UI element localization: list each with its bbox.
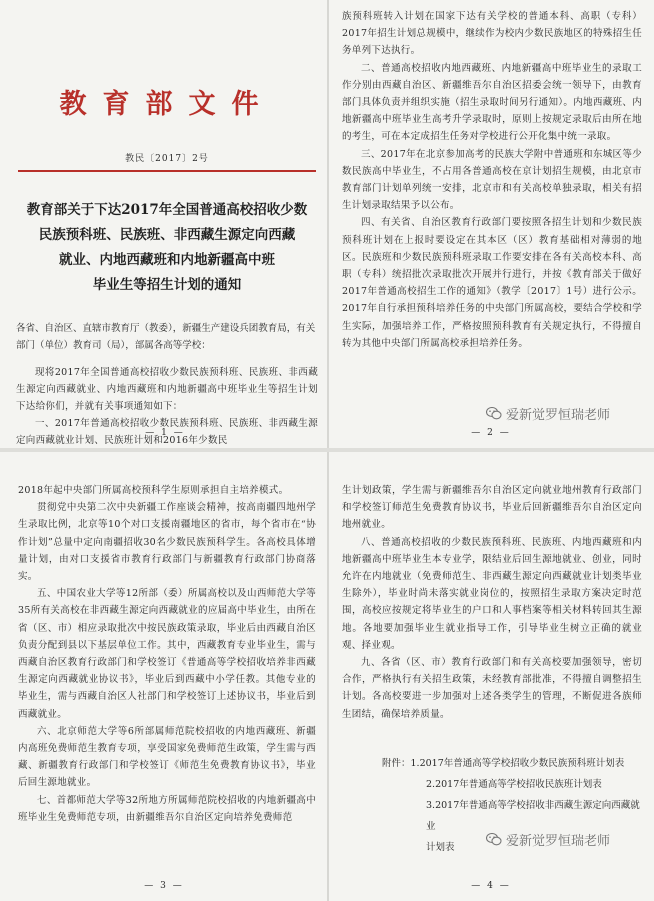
paragraph: 六、北京师范大学等6所部属师范院校招收的内地西藏班、新疆内高班免费师范生教育专项，享受国家免费师范生政策，学生需与西藏、新疆教育行政部门和学校签订《师范生免费教育协议书》，毕业后回生源地就业。 bbox=[18, 725, 316, 789]
attachment-item-continuation: 计划表 bbox=[426, 841, 455, 853]
title-line: 就业、内地西藏班和内地新疆高中班 bbox=[59, 252, 275, 268]
paragraph: 四、有关省、自治区教育行政部门要按照各招生计划和少数民族预科班计划在上报时要设定在其本区（区）教育基础相对薄弱的地区。民族班和少数民族预科班录取工作要安排在各有关高校本科、高职（专科）统招批次录取批次开展并行进行，并按《教育部关于做好2017年普通高校招生工作的通知》（教学〔2017〕1号）进行公示。2017年自行承担预科培养任务的中央部门所属高校，要结合学校和学生实际，加强培养工作，严格按照预科教育有关规定执行，不得擅自转为其他中央部门所属高校承担培养任务。 bbox=[342, 217, 642, 349]
document-number: 教民〔2017〕2号 bbox=[125, 154, 209, 164]
paragraph: 八、普通高校招收的少数民族预科班、民族班、内地西藏班和内地新疆高中班毕业生本专业学，限结业后回生源地就业、创业，同时允许在内地就业（免费师范生、非西藏生源定向西藏就业计划类毕业生除外），毕业时尚未落实就业岗位的，按照招生录取方案决定时范围，高校应按规定将毕业生的户口和人事档案等相关材料转回其生源地。各地要加强毕业生就业指导工作，引导毕业生树立正确的就业观、择业观。 bbox=[342, 536, 642, 651]
wechat-icon bbox=[486, 833, 502, 846]
wechat-icon bbox=[486, 407, 502, 420]
attachment-item: 附件：1.2017年普通高等学校招收少数民族预科班计划表 bbox=[382, 757, 625, 769]
watermark-text: 爱新觉罗恒瑞老师 bbox=[506, 408, 611, 423]
watermark bbox=[486, 830, 610, 849]
paragraph: 族预科班转入计划在国家下达有关学校的普通本科、高职（专科）2017年招生计划总规模中，继续作为校内少数民族地区的特殊招生任务单列下达执行。 bbox=[342, 11, 642, 57]
page-number: — 2 — bbox=[471, 428, 511, 438]
paragraph: 五、中国农业大学等12所部（委）所属高校以及山西师范大学等35所有关高校在非西藏生源定向西藏就业的应届高中毕业生，由所在省（区、市）相应录取批次中按民族政策录取，毕业后由西藏自治区负责分配到县以下基层单位工作。其中，西藏教育专业毕业生，需与西藏自治区教育行政部门和学校签订《普通高等学校招收培养非西藏生源定向西藏就业协议书》，毕业后到西藏中小学任教。其他专业的毕业生，需与西藏自治区人社部门和学校签订上述协议书，毕业后到西藏就业。 bbox=[18, 588, 316, 720]
title-line: 毕业生等招生计划的通知 bbox=[92, 277, 242, 293]
paragraph: 七、首都师范大学等32所地方所属师范院校招收的内地新疆高中班毕业生免费师范专项，由新疆维吾尔自治区定向培养免费师范 bbox=[18, 794, 316, 823]
attachments-label: 附件： bbox=[382, 757, 411, 769]
title-line: 民族预科班、民族班、非西藏生源定向西藏 bbox=[38, 227, 296, 243]
red-rule-divider bbox=[18, 170, 316, 172]
attachment-item: 2.2017年普通高等学校招收民族班计划表 bbox=[426, 778, 602, 790]
document-title bbox=[20, 198, 314, 298]
paragraph: 生计划政策，学生需与新疆维吾尔自治区定向就业地州教育行政部门和学校签订师范生免费教育协议书，毕业后回新疆维吾尔自治区定向地州就业。 bbox=[342, 485, 642, 531]
title-line: 教育部关于下达2017年全国普通高校招收少数 bbox=[26, 202, 308, 218]
document-header: 教育部文件 bbox=[59, 89, 275, 120]
page-1 bbox=[0, 0, 330, 448]
paragraph: 现将2017年全国普通高校招收少数民族预科班、民族班、非西藏生源定向西藏就业、内地西藏班和内地新疆高中班毕业生等招生计划下达给你们，并就有关事项通知如下： bbox=[16, 366, 318, 412]
paragraph: 一、2017年普通高校招收少数民族预科班、民族班、非西藏生源定向西藏就业计划、民族班计划和2016年少数民 bbox=[16, 418, 318, 447]
watermark bbox=[486, 404, 610, 423]
paragraph: 三、2017年在北京参加高考的民族大学附中普通班和东城区等少数民族高中毕业生，不占用各普通高校在京计划招生规模，由北京市教育部门计划单列统一安排，北京市和有关高校单独录取，相关有招生计划录取结果予以公布。 bbox=[342, 148, 642, 212]
paragraph: 2018年起中央部门所属高校预科学生原则承担自主培养模式。 bbox=[18, 485, 289, 496]
watermark-text: 爱新觉罗恒瑞老师 bbox=[506, 834, 611, 849]
paragraph: 九、各省（区、市）教育行政部门和有关高校要加强领导，密切合作，严格执行有关招生政策，未经教育部批准，不得擅自调整招生计划。各高校要进一步加强对上述各类学生的管理，不断促进各族师生团结，确保培养质量。 bbox=[342, 657, 642, 720]
recipients: 各省、自治区、直辖市教育厅（教委），新疆生产建设兵团教育局，有关部门（单位）教育司（局），部属各高等学校： bbox=[16, 323, 316, 351]
page-3 bbox=[0, 452, 328, 901]
paragraph: 二、普通高校招收内地西藏班、内地新疆高中班毕业生的录取工作分别由西藏自治区、新疆维吾尔自治区招委会统一领导下，由教育部门具体负责并组织实施（招生录取时间另行通知）。内地西藏班、内地新疆高中班毕业生高考升学录取时，原则上按规定录取后由所在地的考生，可在本定成招生任务对学校进行公开化集中统一录取。 bbox=[342, 62, 642, 143]
page-divider-horizontal bbox=[0, 448, 654, 452]
page-number: — 4 — bbox=[471, 881, 511, 891]
attachment-item: 3.2017年普通高等学校招收非西藏生源定向西藏就业 bbox=[426, 799, 640, 832]
page-number: — 1 — bbox=[145, 428, 185, 438]
paragraph: 贯彻党中央第二次中央新疆工作座谈会精神，按高南疆四地州学生录取比例，北京等10个对口支援南疆地区的省市，每个省市在“协作计划”总量中定向南疆招收30名少数民族预科学生。各高校具体增量计划，由对口支援省市教育行政部门与新疆教育行政部门协商落实。 bbox=[18, 502, 316, 583]
page-2 bbox=[328, 0, 654, 448]
page-number: — 3 — bbox=[144, 881, 184, 891]
